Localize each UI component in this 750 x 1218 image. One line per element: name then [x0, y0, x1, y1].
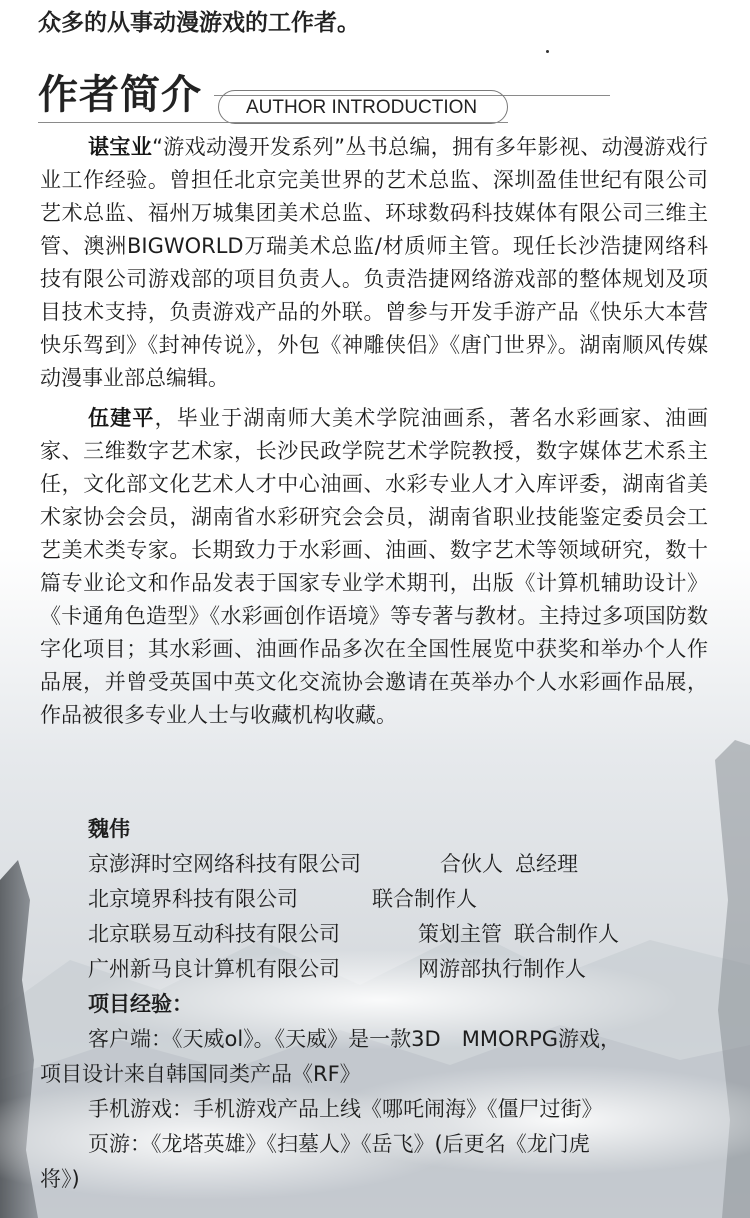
role: 网游部执行制作人 — [418, 957, 586, 981]
role: 合伙人 — [440, 852, 503, 876]
author-bio-text: “游戏动漫开发系列”丛书总编，拥有多年影视、动漫游戏行业工作经验。曾担任北京完美世界的艺术总监、深圳盈佳世纪有限公司艺术总监、福州万城集团美术总监、环球数码科技媒体有限公司三维主管、澳洲BIGWORLD万瑞美术总监/材质师主管。现任长沙浩捷网络科技有限公司游戏部的项目负责人。负责浩捷网络游戏部的整体规划及项目技术支持，负责游戏产品的外联。曾参与开发手游产品《快乐大本营快乐驾到》《封神传说》，外包《神雕侠侣》《唐门世界》。湖南顺风传媒动漫事业部总编辑。 — [40, 135, 708, 390]
position-roles — [418, 952, 598, 987]
position-roles — [418, 917, 631, 952]
company-name: 京澎湃时空网络科技有限公司 — [88, 852, 361, 876]
intro-tail-text: 众多的从事动漫游戏的工作者。 — [38, 10, 360, 36]
author-name: 谌宝业 — [88, 135, 153, 159]
role: 联合制作人 — [514, 922, 619, 946]
experience-heading: 项目经验： — [88, 992, 193, 1016]
position-roles — [440, 847, 590, 882]
position-row — [40, 882, 708, 917]
position-row — [40, 917, 708, 952]
author-bios — [40, 131, 708, 732]
author-bio-text: ，毕业于湖南师大美术学院油画系，著名水彩画家、油画家、三维数字艺术家，长沙民政学院艺术学院教授，数字媒体艺术系主任，文化部文化艺术人才中心油画、水彩专业人才入库评委，湖南省美术家协会会员，湖南省水彩研究会会员，湖南省职业技能鉴定委员会工艺美术类专家。长期致力于水彩画、油画、数字艺术等领域研究，数十篇专业论文和作品发表于国家专业学术期刊，出版《计算机辅助设计》《卡通角色造型》《水彩画创作语境》等专著与教材。主持过多项国防数字化项目；其水彩画、油画作品多次在全国性展览中获奖和举办个人作品展，并曾受英国中英文化交流协会邀请在英举办个人水彩画作品展，作品被很多专业人士与收藏机构收藏。 — [40, 406, 709, 727]
experience-client: 客户端：《天威ol》。《天威》是一款3D MMORPG游戏， — [88, 1027, 622, 1051]
author-name: 伍建平 — [88, 406, 155, 430]
author-bio-paragraph — [40, 131, 708, 395]
author-bio-paragraph — [40, 402, 708, 732]
experience-client-cont: 项目设计来自韩国同类产品《RF》 — [40, 1062, 361, 1086]
author-name: 魏伟 — [88, 817, 130, 841]
role: 策划主管 — [418, 922, 502, 946]
company-name: 广州新马良计算机有限公司 — [88, 957, 340, 981]
author-weiwei-section — [40, 812, 708, 1197]
experience-web: 页游：《龙塔英雄》《扫墓人》《岳飞》(后更名《龙门虎 — [88, 1132, 590, 1156]
experience-web-cont: 将》) — [40, 1167, 80, 1191]
company-name: 北京境界科技有限公司 — [88, 887, 298, 911]
role: 总经理 — [515, 852, 578, 876]
title-rule-under — [38, 122, 508, 123]
section-subtitle: AUTHOR INTRODUCTION — [246, 97, 478, 118]
experience-mobile: 手机游戏：手机游戏产品上线《哪吒闹海》《僵尸过街》 — [88, 1097, 603, 1121]
role: 联合制作人 — [372, 887, 477, 911]
position-row — [40, 952, 708, 987]
section-title: 作者简介 — [38, 72, 202, 118]
position-roles — [372, 882, 489, 917]
position-row — [40, 847, 708, 882]
company-name: 北京联易互动科技有限公司 — [88, 922, 340, 946]
decorative-dot — [546, 50, 549, 53]
